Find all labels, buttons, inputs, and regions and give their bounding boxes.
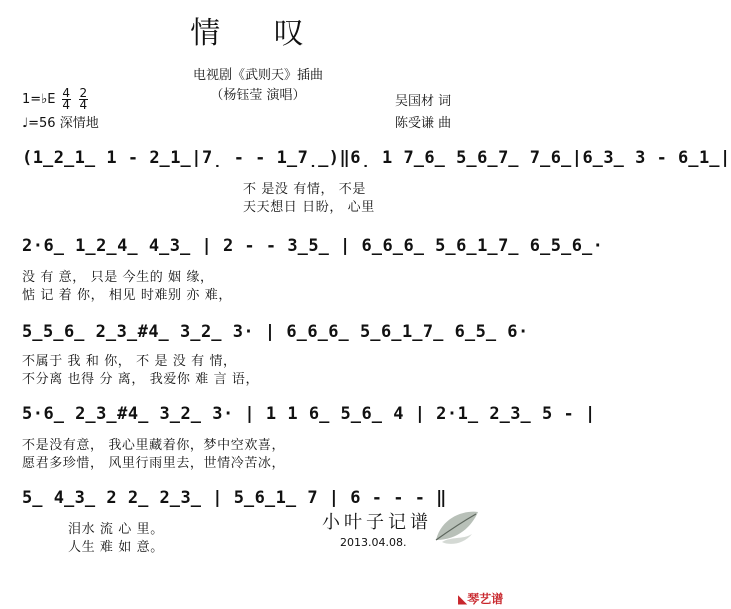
transcriber-signature: 小叶子记谱 <box>322 512 432 533</box>
score-line-1-lyrics-1: 不 是没 有情， 不是 <box>243 182 366 197</box>
score-line-4-lyrics-2: 愿君多珍惜， 风里行雨里去，世情冷苦冰， <box>22 456 286 471</box>
key-signature <box>22 88 90 111</box>
key-prefix: 1= <box>22 92 42 107</box>
score-line-4-lyrics-1: 不是没有意， 我心里藏着你，梦中空欢喜， <box>22 438 286 453</box>
watermark-logo-icon: ◣ <box>458 592 468 606</box>
key-note: ♭E <box>41 92 56 107</box>
score-line-5-notes: 5̲ 4̲3̲ 2 2̲ 2̲3̲ | 5̲6̲1̲ 7 | 6 - - - ‖ <box>22 488 447 508</box>
score-line-4-notes: 5·6̲ 2̲3̲#4̲ 3̲2̲ 3· | 1 1 6̲ 5̲6̲ 4 | 2·1̲ 2̲3̲ 5 - | <box>22 404 596 424</box>
score-line-2-notes: 2·6̲ 1̲2̲4̲ 4̲3̲ | 2 - - 3̲5̲ | 6̲6̲6̲ 5̲6̲1̲7̲ 6̲5̲6̲· <box>22 236 604 256</box>
time-signature-2: $\frac{2}{4}$ <box>79 86 88 112</box>
time-signature-1: $\frac{4}{4}$ <box>62 86 70 112</box>
composer-credit: 陈受谦 曲 <box>395 116 452 131</box>
song-subtitle: 电视剧《武则天》插曲 <box>192 68 323 83</box>
singer-credit: （杨钰莹 演唱） <box>210 88 306 103</box>
score-line-1-notes: (1̲2̲1̲ 1 - 2̲1̲|7̣ - - 1̲7̣̲)‖6̣ 1 7̲6̲ 5̲6̲7̲ 7̲6̲|6̲3̲ 3 - 6̲1̲| <box>22 148 731 168</box>
score-line-2-lyrics-1: 没 有 意， 只是 今生的 姻 缘， <box>22 270 214 285</box>
score-line-3-lyrics-2: 不分离 也得 分 离， 我爱你 难 言 语， <box>22 372 260 387</box>
transcription-date: 2013.04.08. <box>340 536 407 549</box>
score-line-5-lyrics-2: 人生 难 如 意。 <box>68 540 164 555</box>
leaf-icon <box>432 506 482 546</box>
lyricist-credit: 吴国材 词 <box>395 94 452 109</box>
tempo-mark: ♩=56 深情地 <box>22 116 99 131</box>
score-line-3-notes: 5̲5̲6̲ 2̲3̲#4̲ 3̲2̲ 3· | 6̲6̲6̲ 5̲6̲1̲7̲ 6̲5̲ 6· <box>22 322 529 342</box>
site-watermark: ◣琴艺谱 <box>458 592 504 606</box>
song-title: 情 叹 <box>190 16 326 51</box>
score-line-5-lyrics-1: 泪水 流 心 里。 <box>68 522 164 537</box>
score-line-3-lyrics-1: 不属于 我 和 你， 不 是 没 有 情， <box>22 354 237 369</box>
score-line-1-lyrics-2: 天天想日 日盼， 心里 <box>243 200 375 215</box>
score-line-2-lyrics-2: 惦 记 着 你， 相见 时难别 亦 难， <box>22 288 232 303</box>
